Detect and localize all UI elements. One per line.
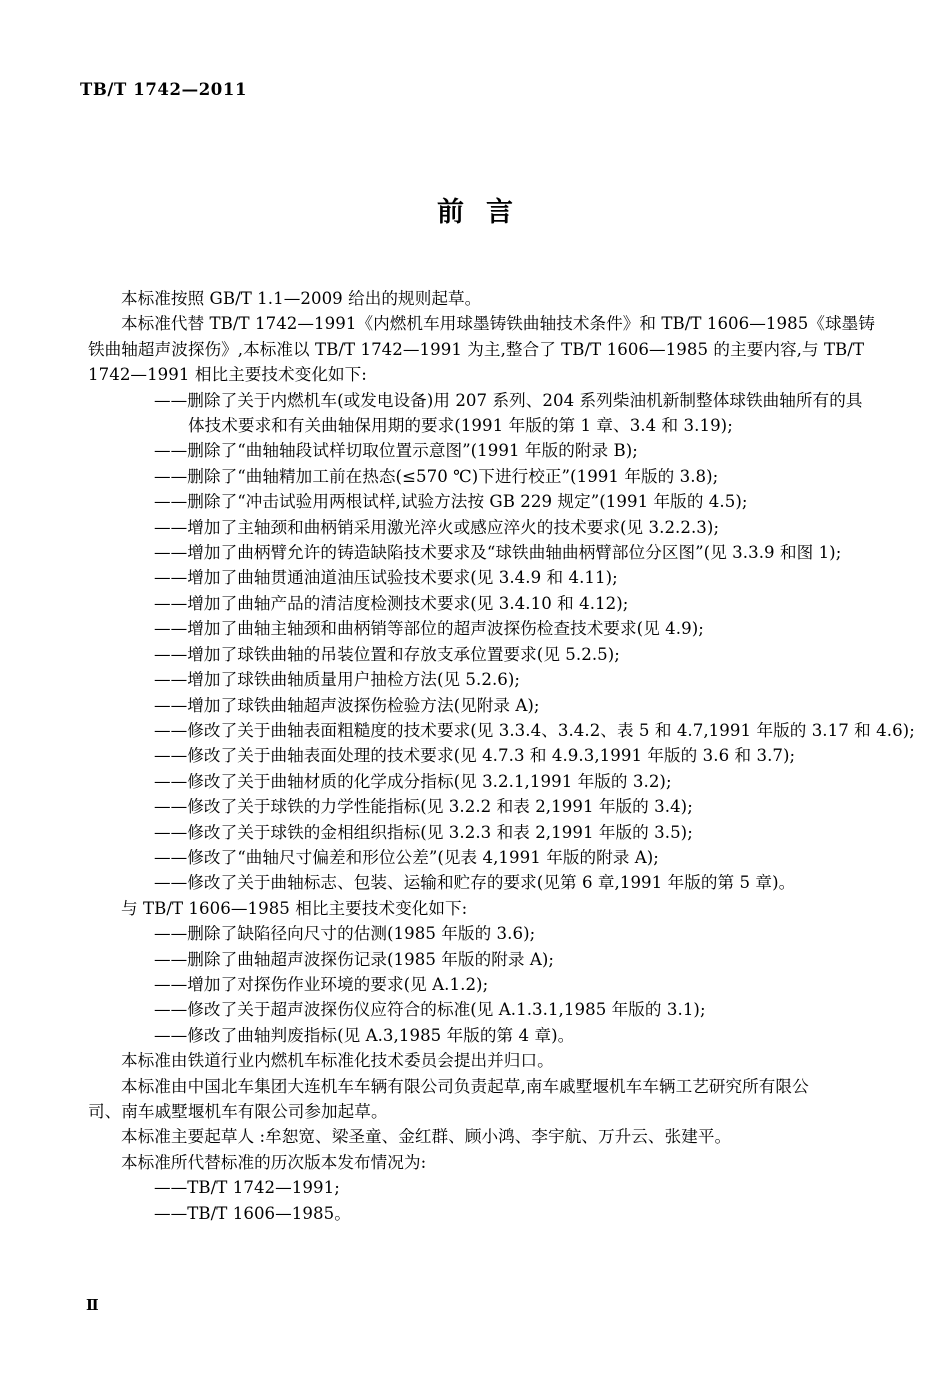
list-item: ——修改了关于曲轴表面粗糙度的技术要求(见 3.3.4、3.4.2、表 5 和 4.7,1991 年版的 3.17 和 4.6); xyxy=(154,720,915,740)
list-item: ——删除了关于内燃机车(或发电设备)用 207 系列、204 系列柴油机新制整体球铁曲轴所有的具 xyxy=(154,390,863,410)
history-item: ——TB/T 1742—1991; xyxy=(154,1178,340,1198)
list-item: ——修改了曲轴判废指标(见 A.3,1985 年版的第 4 章)。 xyxy=(154,1025,575,1045)
paragraph-1985-intro: 与 TB/T 1606—1985 相比主要技术变化如下: xyxy=(121,898,468,918)
list-item: ——修改了“曲轴尺寸偏差和形位公差”(见表 4,1991 年版的附录 A); xyxy=(154,847,659,867)
paragraph-replaces-line1: 本标准代替 TB/T 1742—1991《内燃机车用球墨铸铁曲轴技术条件》和 TB/T 1606—1985《球墨铸 xyxy=(121,314,875,334)
running-header-standard-number: TB/T 1742—2011 xyxy=(80,80,248,99)
list-item: ——增加了球铁曲轴超声波探伤检验方法(见附录 A); xyxy=(154,695,540,715)
list-item-continuation: 体技术要求和有关曲轴保用期的要求(1991 年版的第 1 章、3.4 和 3.19); xyxy=(188,416,733,436)
list-item: ——增加了曲轴产品的清洁度检测技术要求(见 3.4.10 和 4.12); xyxy=(154,593,629,613)
paragraph-replaces-line3: 1742—1991 相比主要技术变化如下: xyxy=(88,365,367,385)
list-item: ——删除了缺陷径向尺寸的估测(1985 年版的 3.6); xyxy=(154,924,536,944)
list-item: ——增加了曲轴主轴颈和曲柄销等部位的超声波探伤检查技术要求(见 4.9); xyxy=(154,619,704,639)
list-item: ——删除了“冲击试验用两根试样,试验方法按 GB 229 规定”(1991 年版的 4.5); xyxy=(154,492,748,512)
paragraph-drafters-org-line2: 司、南车戚墅堰机车有限公司参加起草。 xyxy=(88,1102,388,1121)
paragraph-history-intro: 本标准所代替标准的历次版本发布情况为: xyxy=(121,1152,427,1172)
paragraph-main-drafters: 本标准主要起草人 :牟恕宽、梁圣童、金红群、顾小鸿、李宇航、万升云、张建平。 xyxy=(121,1127,732,1147)
list-item: ——修改了关于球铁的金相组织指标(见 3.2.3 和表 2,1991 年版的 3.5); xyxy=(154,822,693,842)
paragraph-committee: 本标准由铁道行业内燃机车标准化技术委员会提出并归口。 xyxy=(121,1051,554,1071)
list-item: ——修改了关于曲轴表面处理的技术要求(见 4.7.3 和 4.9.3,1991 年版的 3.6 和 3.7); xyxy=(154,746,796,766)
history-item: ——TB/T 1606—1985。 xyxy=(154,1203,351,1223)
list-item: ——修改了关于球铁的力学性能指标(见 3.2.2 和表 2,1991 年版的 3.4); xyxy=(154,797,693,817)
list-item: ——修改了关于曲轴标志、包装、运输和贮存的要求(见第 6 章,1991 年版的第 5 章)。 xyxy=(154,873,796,893)
list-item: ——修改了关于曲轴材质的化学成分指标(见 3.2.1,1991 年版的 3.2); xyxy=(154,771,672,791)
paragraph-replaces-line2: 铁曲轴超声波探伤》,本标准以 TB/T 1742—1991 为主,整合了 TB/T 1606—1985 的主要内容,与 TB/T xyxy=(88,339,865,359)
paragraph-drafters-org-line1: 本标准由中国北车集团大连机车车辆有限公司负责起草,南车戚墅堰机车车辆工艺研究所有限公 xyxy=(121,1076,809,1096)
list-item: ——增加了对探伤作业环境的要求(见 A.1.2); xyxy=(154,974,489,994)
list-item: ——增加了曲轴贯通油道油压试验技术要求(见 3.4.9 和 4.11); xyxy=(154,568,618,588)
list-item: ——修改了关于超声波探伤仪应符合的标准(见 A.1.3.1,1985 年版的 3.1); xyxy=(154,1000,706,1020)
list-item: ——删除了“曲轴轴段试样切取位置示意图”(1991 年版的附录 B); xyxy=(154,441,638,461)
list-item: ——增加了球铁曲轴的吊装位置和存放支承位置要求(见 5.2.5); xyxy=(154,644,620,664)
list-item: ——增加了主轴颈和曲柄销采用激光淬火或感应淬火的技术要求(见 3.2.2.3); xyxy=(154,517,720,537)
page-title: 前言 xyxy=(437,197,535,228)
foreword-body xyxy=(88,286,915,1226)
list-item: ——删除了“曲轴精加工前在热态(≤570 ℃)下进行校正”(1991 年版的 3.8); xyxy=(154,466,719,486)
paragraph-scope: 本标准按照 GB/T 1.1—2009 给出的规则起草。 xyxy=(121,289,482,308)
list-item: ——增加了球铁曲轴质量用户抽检方法(见 5.2.6); xyxy=(154,670,521,690)
list-item: ——删除了曲轴超声波探伤记录(1985 年版的附录 A); xyxy=(154,949,555,969)
list-item: ——增加了曲柄臂允许的铸造缺陷技术要求及“球铁曲轴曲柄臂部位分区图”(见 3.3.9 和图 1); xyxy=(154,543,842,563)
page-number: Ⅱ xyxy=(86,1296,99,1314)
